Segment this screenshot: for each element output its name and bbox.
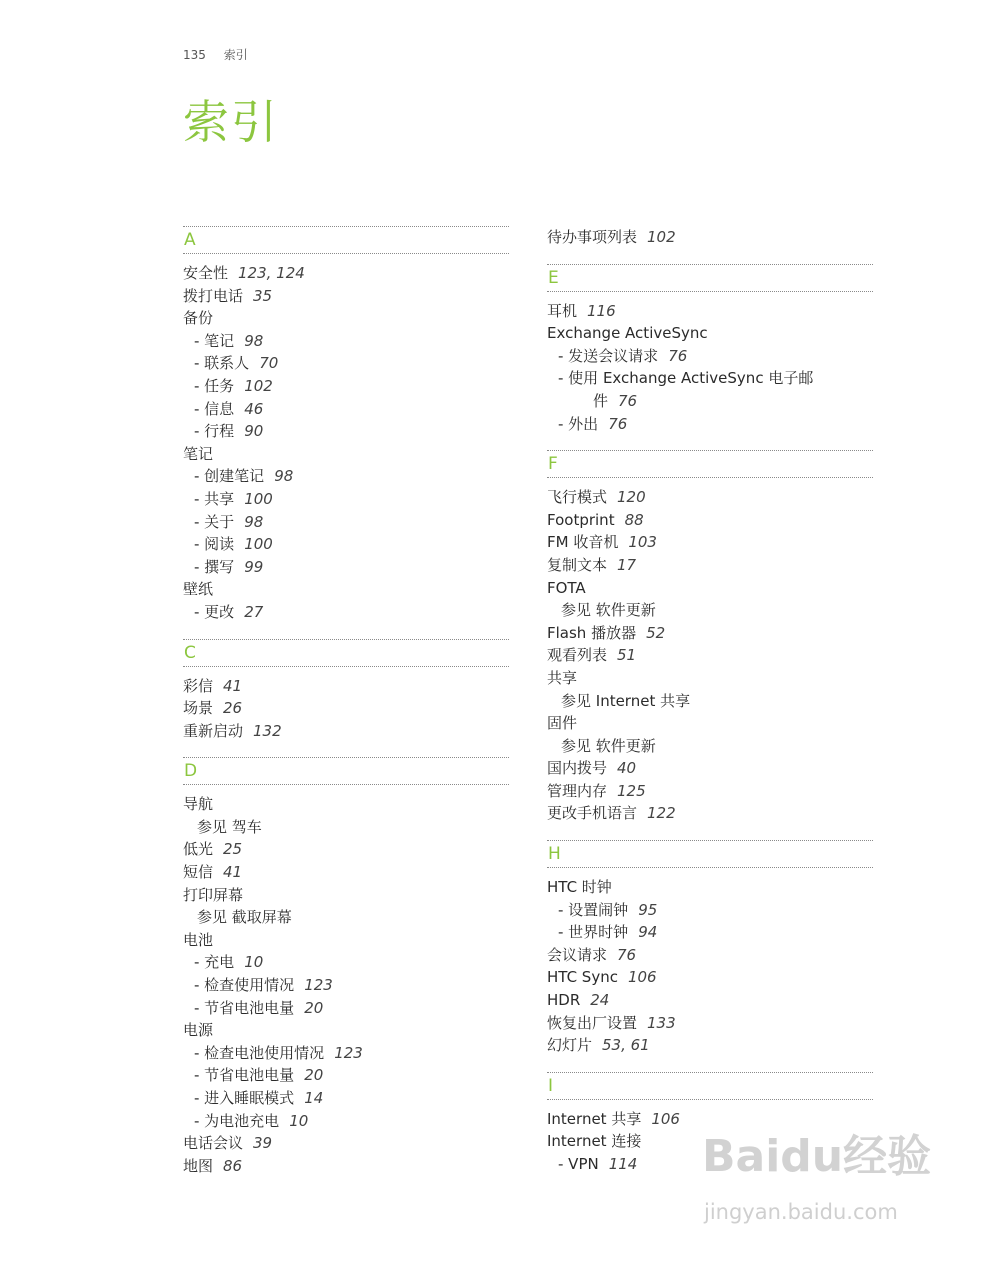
index-entry xyxy=(183,720,509,743)
index-entry xyxy=(547,1034,873,1057)
index-entry xyxy=(183,675,509,698)
index-pages: 25 xyxy=(223,840,243,859)
entry-list xyxy=(183,675,509,758)
index-section-c xyxy=(183,639,509,758)
index-entry xyxy=(547,622,873,645)
index-pages: 17 xyxy=(617,555,637,574)
index-entry xyxy=(183,697,509,720)
index-pages: 24 xyxy=(590,991,610,1010)
index-entry xyxy=(183,1019,509,1042)
entry-list xyxy=(547,486,873,840)
index-term: 恢复出厂设置 xyxy=(547,1013,638,1032)
index-pages: 98 xyxy=(244,331,264,350)
index-term: - VPN xyxy=(558,1155,599,1173)
index-term: 备份 xyxy=(183,309,214,328)
section-letter: C xyxy=(183,639,509,667)
index-term: - 检查电池使用情况 xyxy=(194,1043,325,1062)
index-entry xyxy=(547,390,873,413)
index-pages: 133 xyxy=(647,1013,676,1032)
index-term: 导航 xyxy=(183,795,214,814)
index-term: 重新启动 xyxy=(183,721,244,740)
index-term: 参见 软件更新 xyxy=(561,736,656,755)
section-letter: E xyxy=(547,264,873,292)
index-term: - 任务 xyxy=(194,376,235,395)
index-entry xyxy=(183,906,509,929)
index-term: Footprint xyxy=(547,510,615,529)
index-term: 场景 xyxy=(183,699,214,718)
index-pages: 90 xyxy=(244,422,264,441)
index-entry xyxy=(183,1087,509,1110)
index-term: - 节省电池电量 xyxy=(194,1066,295,1085)
index-pages: 122 xyxy=(647,804,676,823)
index-pages: 88 xyxy=(624,510,644,529)
index-term: - 进入睡眠模式 xyxy=(194,1089,295,1107)
index-term: - 创建笔记 xyxy=(194,467,265,486)
index-term: 电池 xyxy=(183,930,214,949)
index-entry xyxy=(547,226,873,249)
index-term: - 共享 xyxy=(194,489,235,508)
index-pages: 76 xyxy=(617,945,637,964)
index-entry xyxy=(547,554,873,577)
index-term: 复制文本 xyxy=(547,555,608,574)
watermark-url: jingyan.baidu.com xyxy=(704,1200,898,1224)
index-pages: 14 xyxy=(304,1089,324,1107)
index-term: 固件 xyxy=(547,714,578,733)
index-term: 幻灯片 xyxy=(547,1036,593,1055)
index-entry xyxy=(547,300,873,323)
index-term: 管理内存 xyxy=(547,781,608,800)
index-entry xyxy=(183,929,509,952)
section-letter: F xyxy=(547,450,873,478)
baidu-watermark xyxy=(700,1120,940,1250)
index-pages: 53, 61 xyxy=(602,1036,650,1055)
index-term: 低光 xyxy=(183,840,214,859)
index-entry xyxy=(547,712,873,735)
index-entry xyxy=(547,757,873,780)
index-term: Flash 播放器 xyxy=(547,623,637,642)
index-entry xyxy=(183,974,509,997)
index-pages: 114 xyxy=(608,1155,638,1173)
index-pages: 10 xyxy=(244,953,264,972)
watermark-logo: Baidu经验 xyxy=(702,1131,932,1182)
index-entry xyxy=(547,944,873,967)
index-pages: 40 xyxy=(617,759,637,778)
index-pages: 27 xyxy=(244,602,264,621)
index-entry xyxy=(183,465,509,488)
page-number: 135 xyxy=(183,48,206,62)
entry-list xyxy=(547,876,873,1072)
index-term: Internet 共享 xyxy=(547,1109,642,1128)
index-entry xyxy=(183,816,509,839)
index-pages: 103 xyxy=(628,533,657,552)
index-entry xyxy=(547,413,873,436)
section-letter: I xyxy=(547,1072,873,1100)
index-pages: 98 xyxy=(244,512,264,531)
index-entry xyxy=(183,838,509,861)
index-term: HTC 时钟 xyxy=(547,878,612,897)
index-term: - 发送会议请求 xyxy=(558,346,659,365)
index-pages: 102 xyxy=(244,376,273,395)
index-pages: 100 xyxy=(244,535,273,554)
index-entry xyxy=(183,375,509,398)
index-pages: 99 xyxy=(244,557,264,576)
index-term: 笔记 xyxy=(183,444,214,463)
index-term: Exchange ActiveSync xyxy=(547,324,708,343)
index-term: - 检查使用情况 xyxy=(194,976,295,995)
index-entry xyxy=(183,1132,509,1155)
index-entry xyxy=(183,1064,509,1087)
index-term: 更改手机语言 xyxy=(547,804,638,823)
index-entry xyxy=(183,578,509,601)
entry-list xyxy=(547,300,873,451)
index-pages: 116 xyxy=(587,301,616,320)
index-entry xyxy=(183,793,509,816)
index-entry xyxy=(547,345,873,368)
index-term: 壁纸 xyxy=(183,580,214,599)
index-entry xyxy=(183,488,509,511)
index-term: - 阅读 xyxy=(194,535,235,554)
index-pages: 102 xyxy=(647,228,676,246)
index-pages: 70 xyxy=(259,354,279,373)
index-pages: 35 xyxy=(253,286,273,305)
index-term: - 撰写 xyxy=(194,557,235,576)
index-pages: 39 xyxy=(253,1134,273,1153)
chapter-name: 索引 xyxy=(223,48,248,62)
index-entry xyxy=(547,989,873,1012)
index-pages: 52 xyxy=(646,623,666,642)
index-entry xyxy=(183,443,509,466)
index-entry xyxy=(547,802,873,825)
index-pages: 106 xyxy=(651,1109,680,1128)
index-term: 彩信 xyxy=(183,676,214,695)
index-term: 安全性 xyxy=(183,264,229,282)
index-term: 拨打电话 xyxy=(183,286,244,305)
index-pages: 123 xyxy=(334,1043,363,1062)
index-pages: 46 xyxy=(244,399,264,418)
index-term: HTC Sync xyxy=(547,968,618,987)
index-term: - 笔记 xyxy=(194,331,235,350)
index-pages: 125 xyxy=(617,781,646,800)
index-entry xyxy=(547,735,873,758)
index-term: HDR xyxy=(547,991,581,1010)
index-pages: 76 xyxy=(608,414,628,433)
index-term: 短信 xyxy=(183,863,214,882)
index-term: - 充电 xyxy=(194,953,235,972)
index-pages: 95 xyxy=(638,900,658,919)
index-entry xyxy=(547,690,873,713)
index-entry xyxy=(183,1110,509,1133)
index-section-e xyxy=(547,264,873,451)
index-term: 参见 截取屏幕 xyxy=(197,908,292,927)
index-term: FOTA xyxy=(547,578,586,597)
index-pages: 100 xyxy=(244,489,273,508)
index-pages: 98 xyxy=(274,467,294,486)
index-pages: 76 xyxy=(618,391,638,410)
index-term: 电源 xyxy=(183,1021,214,1040)
index-pages: 41 xyxy=(223,676,243,695)
index-term: 参见 驾车 xyxy=(197,817,262,836)
index-entry xyxy=(547,780,873,803)
index-entry xyxy=(547,876,873,899)
index-entry xyxy=(183,262,509,285)
index-entry xyxy=(547,899,873,922)
index-term: - 世界时钟 xyxy=(558,923,629,942)
entry-list xyxy=(183,793,509,1192)
index-pages: 10 xyxy=(289,1111,309,1130)
index-pages: 86 xyxy=(223,1156,243,1175)
index-entry xyxy=(183,420,509,443)
index-entry xyxy=(547,367,873,390)
index-entry xyxy=(547,921,873,944)
index-entry xyxy=(547,644,873,667)
index-term: - 更改 xyxy=(194,602,235,621)
index-section-f xyxy=(547,450,873,840)
index-entry xyxy=(183,997,509,1020)
index-section-a xyxy=(183,226,509,639)
index-term: - 节省电池电量 xyxy=(194,998,295,1017)
index-section-d xyxy=(183,757,509,1192)
index-term: - 关于 xyxy=(194,512,235,531)
index-term: - 行程 xyxy=(194,422,235,441)
index-entry xyxy=(183,398,509,421)
index-term: - 为电池充电 xyxy=(194,1111,280,1130)
index-pages: 123, 124 xyxy=(238,264,305,282)
index-term: Internet 连接 xyxy=(547,1132,642,1151)
index-entry xyxy=(183,1155,509,1178)
index-term: 电话会议 xyxy=(183,1134,244,1153)
index-entry xyxy=(183,884,509,907)
index-entry xyxy=(547,1012,873,1035)
index-entry xyxy=(183,1042,509,1065)
index-term: 会议请求 xyxy=(547,945,608,964)
section-letter: A xyxy=(183,226,509,254)
index-pages: 120 xyxy=(617,488,646,507)
index-term: - 使用 Exchange ActiveSync 电子邮 xyxy=(558,369,814,388)
index-term: - 信息 xyxy=(194,399,235,418)
index-pages: 41 xyxy=(223,863,243,882)
index-column-left xyxy=(183,226,509,1192)
index-term: 国内拨号 xyxy=(547,759,608,778)
index-term: - 设置闹钟 xyxy=(558,900,629,919)
index-term: 参见 软件更新 xyxy=(561,601,656,620)
index-term: 参见 Internet 共享 xyxy=(561,691,691,710)
index-entry xyxy=(547,531,873,554)
index-entry xyxy=(183,601,509,624)
section-letter: H xyxy=(547,840,873,868)
page-title: 索引 xyxy=(183,95,279,149)
running-head xyxy=(183,46,262,63)
index-entry xyxy=(547,577,873,600)
index-pages: 123 xyxy=(304,976,333,995)
index-term: 打印屏幕 xyxy=(183,885,244,904)
index-entry xyxy=(547,509,873,532)
index-pages: 51 xyxy=(617,646,637,665)
index-entry xyxy=(547,486,873,509)
index-term: 件 xyxy=(593,391,609,410)
index-entry xyxy=(183,533,509,556)
index-entry xyxy=(183,861,509,884)
index-term: FM 收音机 xyxy=(547,533,619,552)
index-pages: 106 xyxy=(627,968,657,987)
index-entry xyxy=(547,599,873,622)
index-entry xyxy=(183,951,509,974)
index-pages: 94 xyxy=(638,923,658,942)
index-term: - 联系人 xyxy=(194,354,250,373)
index-entry xyxy=(547,667,873,690)
index-entry xyxy=(547,966,873,989)
index-term: 观看列表 xyxy=(547,646,608,665)
index-term: 共享 xyxy=(547,668,578,687)
index-column-right xyxy=(547,226,873,1191)
index-entry xyxy=(183,352,509,375)
index-entry xyxy=(183,307,509,330)
index-entry xyxy=(547,322,873,345)
index-term: 飞行模式 xyxy=(547,488,608,507)
index-pages: 20 xyxy=(304,1066,324,1085)
index-entry xyxy=(183,330,509,353)
entry-list xyxy=(183,262,509,639)
index-entry xyxy=(183,556,509,579)
index-pages: 76 xyxy=(668,346,688,365)
index-section-h xyxy=(547,840,873,1072)
index-term: 耳机 xyxy=(547,301,578,320)
index-term: - 外出 xyxy=(558,414,599,433)
index-pages: 26 xyxy=(223,699,243,718)
index-entry xyxy=(183,285,509,308)
index-pages: 20 xyxy=(304,998,324,1017)
section-letter: D xyxy=(183,757,509,785)
index-term: 地图 xyxy=(183,1156,214,1175)
index-term: 待办事项列表 xyxy=(547,228,638,246)
index-entry xyxy=(183,511,509,534)
index-pages: 132 xyxy=(253,721,282,740)
